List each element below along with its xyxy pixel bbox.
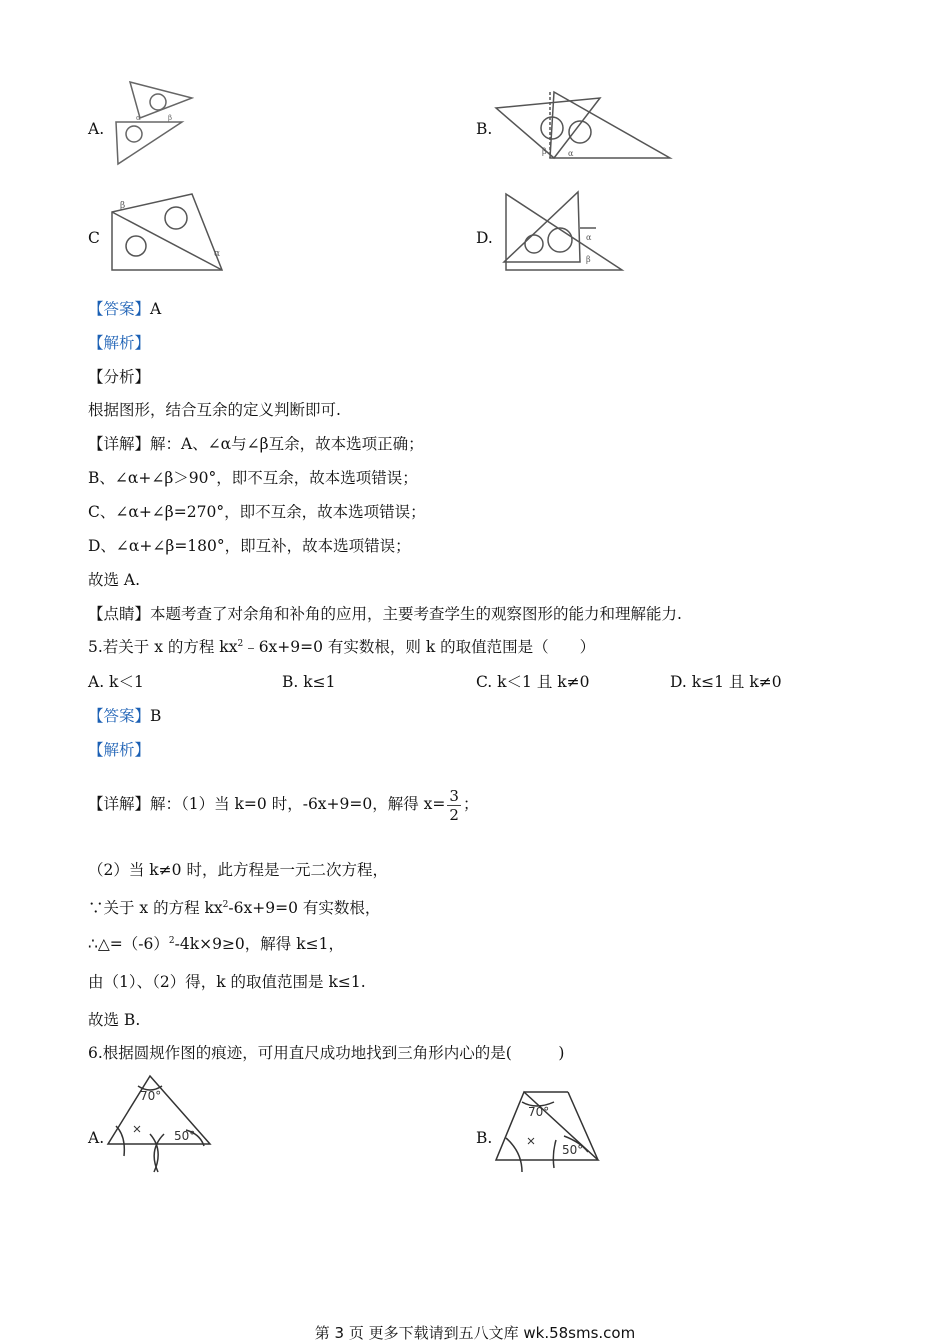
q4-line-d: D、∠α+∠β=180°，即互补，故本选项错误； [88, 537, 411, 555]
svg-text:α: α [136, 114, 141, 122]
figure-option-c [108, 190, 228, 274]
q5-line4: $\therefore\triangle=(-6)^2-4k\times 9\ge 0$，解得 k≤1， [88, 935, 344, 953]
q4-analysis-tag: 【解析】 [88, 334, 151, 352]
svg-text:β: β [168, 114, 173, 122]
q4-fenxi-text: 根据图形，结合互余的定义判断即可. [88, 401, 341, 419]
angle-50-label-b: 50° [562, 1143, 584, 1157]
svg-text:β: β [120, 201, 126, 211]
q6-option-a-label: A. [88, 1129, 105, 1147]
svg-text:β: β [586, 255, 591, 264]
angle-70-label-a: 70° [140, 1089, 162, 1103]
q4-comment: 【点睛】本题考查了对余角和补角的应用，主要考查学生的观察图形的能力和理解能力. [88, 605, 682, 623]
q5-detail: 【详解】解：（1）当 k=0 时，-6x+9=0，解得 x= $\frac{3}{2}$ ； [88, 786, 479, 824]
option-d-label: D. [476, 229, 493, 247]
q5-line3: ∵关于 x 的方程 $kx^2-6x+9=0$ 有实数根， [88, 899, 381, 917]
page-footer: 第 3 页 更多下载请到五八文库 wk.58sms.com [314, 1324, 636, 1342]
option-c-label: C [88, 229, 100, 247]
q4-line-b: B、∠α+∠β＞90°，即不互余，故本选项错误； [88, 469, 418, 487]
q5-choice-d: D. k≤1 且 k≠0 [670, 673, 782, 691]
svg-text:α: α [568, 149, 574, 158]
q4-choose: 故选 A. [88, 571, 141, 589]
q5-line5: 由（1）、（2）得，k 的取值范围是 k≤1. [88, 973, 366, 991]
q5-choose: 故选 B. [88, 1011, 141, 1029]
q4-answer: 【答案】A [88, 300, 162, 318]
q5-analysis-tag: 【解析】 [88, 741, 151, 759]
q6-figure-b [492, 1088, 604, 1174]
q6-option-b-label: B. [476, 1129, 493, 1147]
q5-answer: 【答案】B [88, 707, 162, 725]
svg-text:α: α [214, 249, 221, 259]
option-a-label: A. [88, 120, 105, 138]
q4-fenxi-tag: 【分析】 [88, 368, 151, 386]
q5-stem: 5.若关于 x 的方程 $kx^2﹣6x+9=0$ 有实数根，则 k 的取值范围是（ ） [88, 638, 596, 656]
q4-line-c: C、∠α+∠β=270°，即不互余，故本选项错误； [88, 503, 426, 521]
angle-50-label-a: 50° [174, 1129, 196, 1143]
svg-text:α: α [586, 233, 592, 242]
q4-detail: 【详解】解：A、∠α与∠β互余，故本选项正确； [88, 435, 424, 453]
q5-choice-a: A. k＜1 [88, 673, 144, 691]
figure-option-a [112, 78, 194, 166]
svg-text:β: β [542, 147, 547, 156]
figure-option-b [494, 88, 674, 162]
figure-option-d [500, 188, 628, 274]
q5-choice-c: C. k＜1 且 k≠0 [476, 673, 590, 691]
fraction-three-halves: $\frac{3}{2}$ [449, 786, 459, 824]
q5-line2: （2）当 k≠0 时，此方程是一元二次方程， [88, 861, 388, 879]
q6-figure-a [104, 1072, 216, 1174]
q5-choice-b: B. k≤1 [282, 673, 336, 691]
angle-70-label-b: 70° [528, 1105, 550, 1119]
q6-stem: 6.根据圆规作图的痕迹，可用直尺成功地找到三角形内心的是( ) [88, 1044, 565, 1062]
option-b-label: B. [476, 120, 493, 138]
